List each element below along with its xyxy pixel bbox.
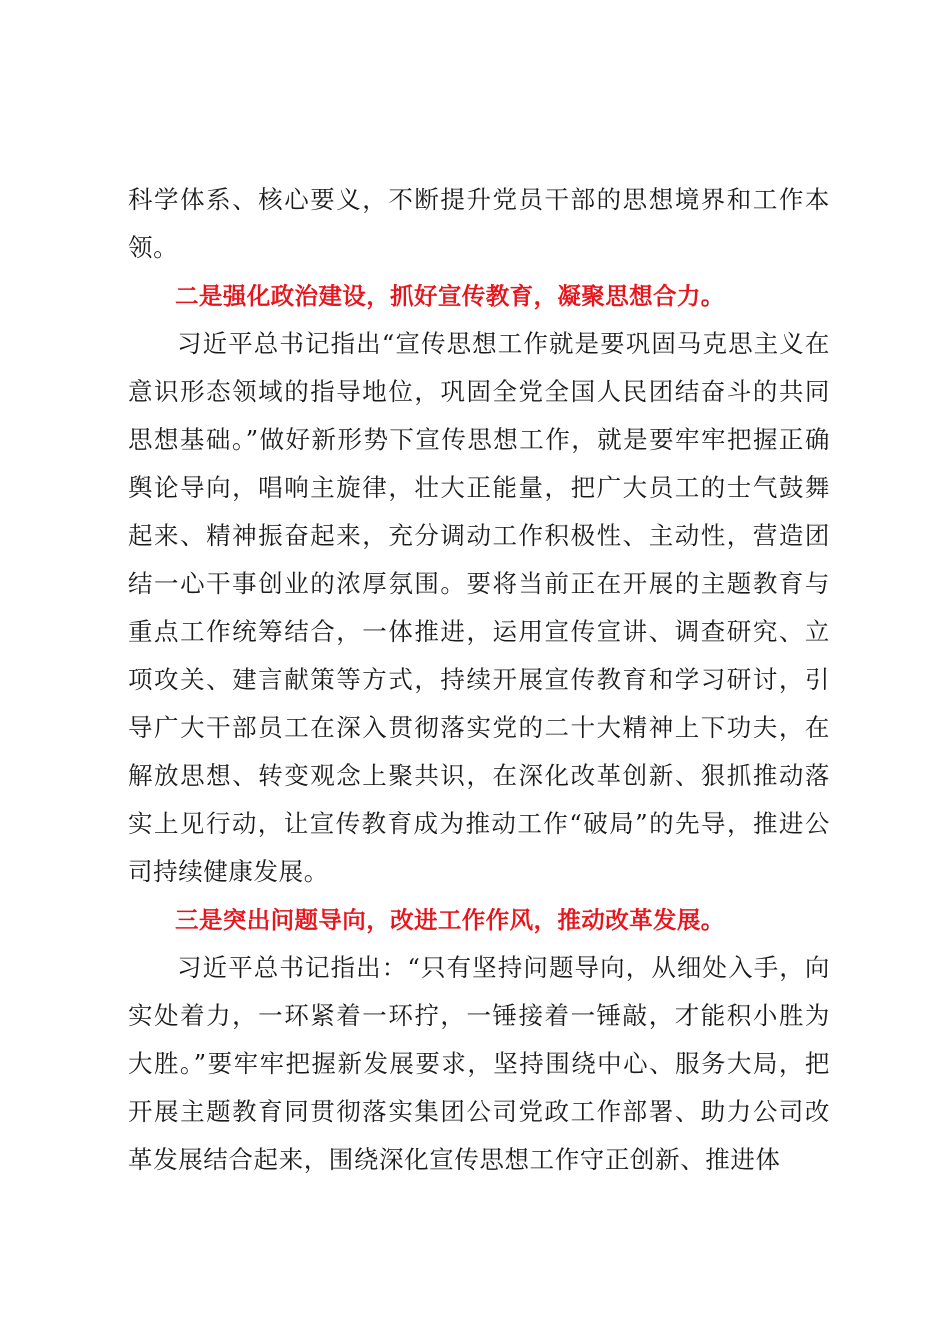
paragraph-propaganda-education: 习近平总书记指出“宣传思想工作就是要巩固马克思主义在意识形态领域的指导地位，巩固全党全国人民团结奋斗的共同思想基础。”做好新形势下宣传思想工作，就是要牢牢把握正确舆论导向，唱响主旋律，壮大正能量，把广大员工的士气鼓舞起来、精神振奋起来，充分调动工作积极性、主动性，营造团结一心干事创业的浓厚氛围。要将当前正在开展的主题教育与重点工作统筹结合，一体推进，运用宣传宣讲、调查研究、立项攻关、建言献策等方式，持续开展宣传教育和学习研讨，引导广大干部员工在深入贯彻落实党的二十大精神上下功夫，在解放思想、转变观念上聚共识，在深化改革创新、狠抓推动落实上见行动，让宣传教育成为推动工作“破局”的先导，推进公司持续健康发展。 [128,329,830,886]
section-heading-two: 二是强化政治建设，抓好宣传教育，凝聚思想合力。 [175,282,725,310]
paragraph-problem-orientation: 习近平总书记指出：“只有坚持问题导向，从细处入手，向实处着力，一环紧着一环拧，一锤接着一锤敲，才能积小胜为大胜。”要牢牢把握新发展要求，坚持围绕中心、服务大局，把开展主题教育同贯彻落实集团公司党政工作部署、助力公司改革发展结合起来，围绕深化宣传思想工作守正创新、推进体 [128,953,830,1174]
paragraph-continuation: 科学体系、核心要义，不断提升党员干部的思想境界和工作本领。 [128,185,830,262]
section-heading-three: 三是突出问题导向，改进工作作风，推动改革发展。 [175,906,725,934]
document-body [128,176,830,1184]
